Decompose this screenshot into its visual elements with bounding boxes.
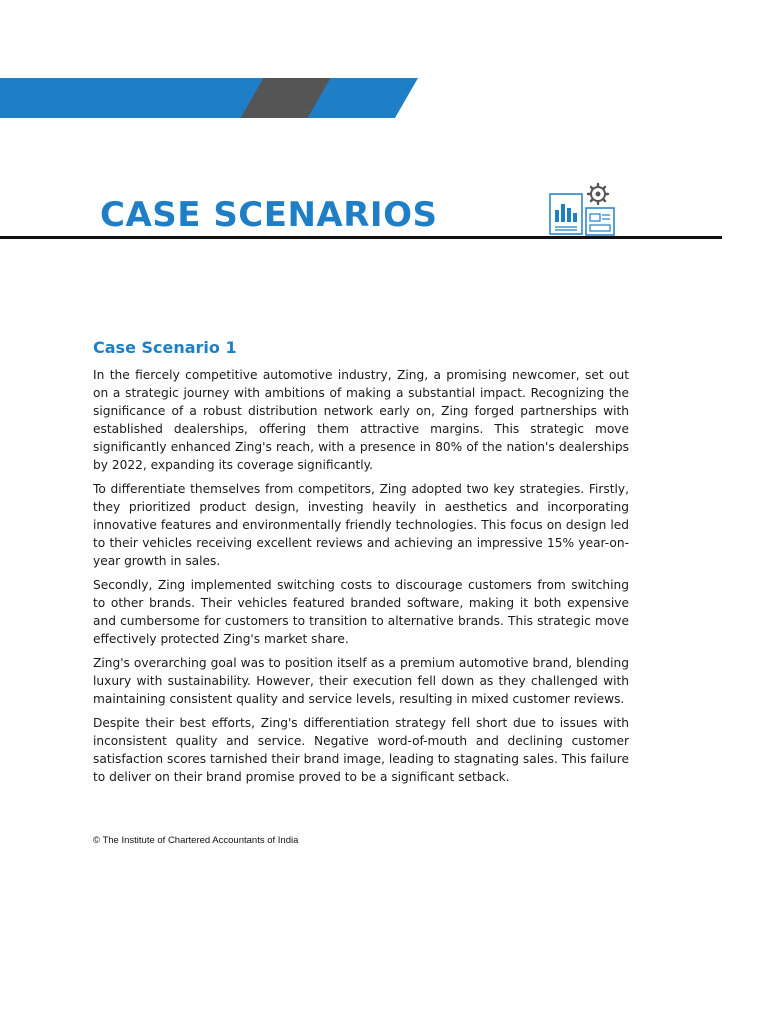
copyright-footer: © The Institute of Chartered Accountants of India: [93, 835, 299, 846]
paragraph: To differentiate themselves from competitors, Zing adopted two key strategies. Firstly, they prioritized product design, investing heavily in aesthetics and incorporating innovative features and environmentally friendly technologies. This focus on design led to their vehicles receiving excellent reviews and achieving an impressive 15% year-on-year growth in sales.: [93, 482, 629, 568]
paragraph: In the fiercely competitive automotive industry, Zing, a promising newcomer, set out on a strategic journey with ambitions of making a substantial impact. Recognizing the significance of a robust distribution network early on, Zing forged partnerships with established dealerships, offering them attractive margins. This strategic move significantly enhanced Zing's reach, with a presence in 80% of the nation's dealerships by 2022, expanding its coverage significantly.: [93, 368, 629, 472]
header-banner: [0, 78, 420, 118]
paragraph: Zing's overarching goal was to position itself as a premium automotive brand, blending luxury with sustainability. However, their execution fell down as they challenged with maintaining consistent quality and service levels, resulting in mixed customer reviews.: [93, 656, 629, 706]
banner-blue-stripe: [0, 78, 418, 118]
report-chart-gear-icon: [546, 180, 620, 238]
paragraph: Despite their best efforts, Zing's differentiation strategy fell short due to issues with inconsistent quality and service. Negative word-of-mouth and declining customer satisfaction scores tarnished their brand image, leading to stagnating sales. This failure to deliver on their brand promise proved to be a significant setback.: [93, 716, 629, 784]
page-title: CASE SCENARIOS: [100, 195, 438, 235]
case-body: [93, 366, 629, 792]
section-heading: Case Scenario 1: [93, 338, 237, 357]
paragraph: Secondly, Zing implemented switching costs to discourage customers from switching to other brands. Their vehicles featured branded software, making it both expensive and cumbersome for customers to transition to alternative brands. This strategic move effectively protected Zing's market share.: [93, 578, 629, 646]
title-divider: [0, 236, 722, 239]
